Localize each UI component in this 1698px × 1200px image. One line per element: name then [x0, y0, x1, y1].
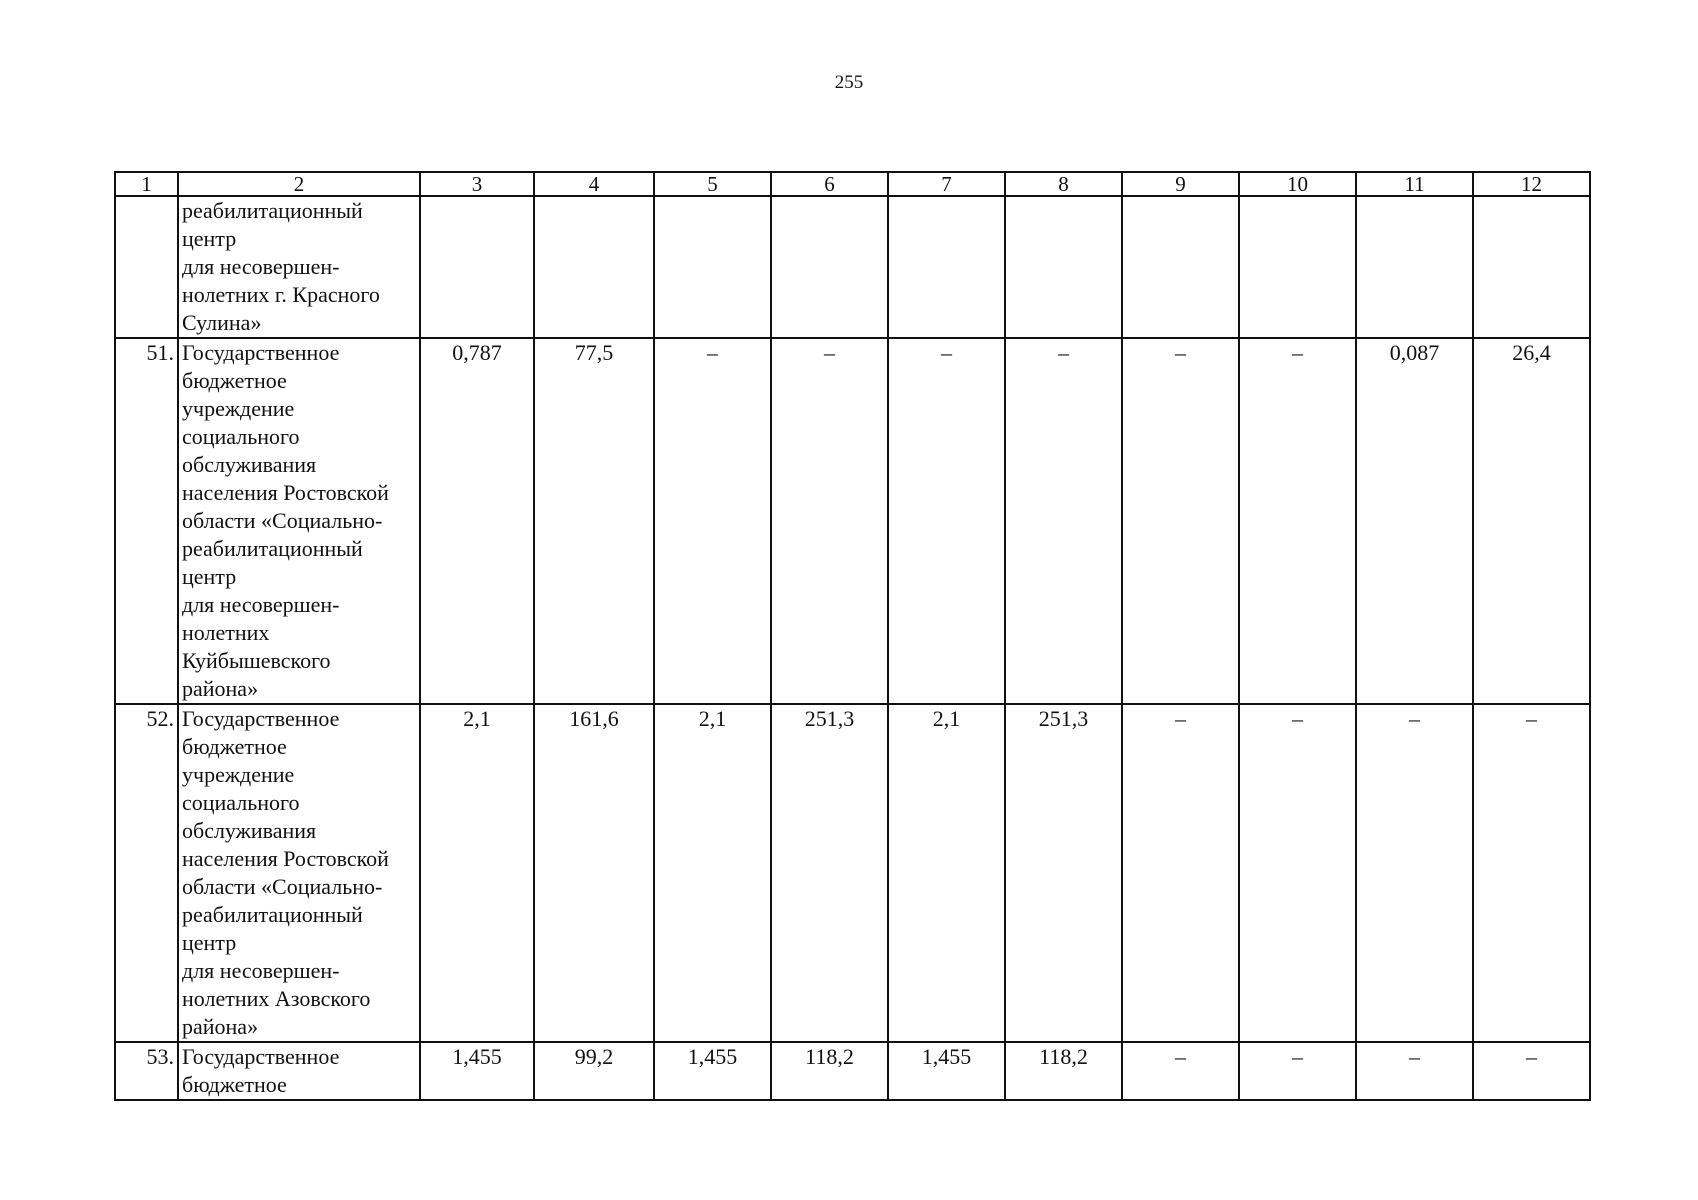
table-cell: 118,2	[1005, 1042, 1122, 1100]
column-header: 8	[1005, 172, 1122, 196]
table-cell: –	[1473, 704, 1590, 1042]
table-cell: –	[1239, 338, 1356, 704]
column-header: 9	[1122, 172, 1239, 196]
table-cell	[1473, 196, 1590, 338]
table-cell	[771, 196, 888, 338]
page-number: 255	[834, 72, 864, 93]
table-cell	[654, 196, 771, 338]
table-cell: –	[1122, 338, 1239, 704]
table-cell: 2,1	[888, 704, 1005, 1042]
row-number: 52.	[115, 704, 178, 1042]
table-cell: 251,3	[771, 704, 888, 1042]
table-cell: 26,4	[1473, 338, 1590, 704]
column-header: 1	[115, 172, 178, 196]
column-header: 12	[1473, 172, 1590, 196]
table-cell: 0,087	[1356, 338, 1473, 704]
table-cell: 1,455	[420, 1042, 534, 1100]
table-cell: –	[1356, 704, 1473, 1042]
table-cell	[1239, 196, 1356, 338]
table-cell: 99,2	[534, 1042, 654, 1100]
column-header: 6	[771, 172, 888, 196]
table-cell	[1122, 196, 1239, 338]
table-cell: 251,3	[1005, 704, 1122, 1042]
table-cell: –	[888, 338, 1005, 704]
table-cell: –	[654, 338, 771, 704]
column-header: 5	[654, 172, 771, 196]
table-cell: 1,455	[888, 1042, 1005, 1100]
row-number: 51.	[115, 338, 178, 704]
table-cell: 2,1	[420, 704, 534, 1042]
table-cell: 118,2	[771, 1042, 888, 1100]
institution-name: Государственное бюджетное учреждение социального обслуживания населения Ростовской области «Социально- реабилитационный центр для несовершен- нолетних Куйбышевского района»	[178, 338, 420, 704]
column-header: 10	[1239, 172, 1356, 196]
table-cell	[888, 196, 1005, 338]
table-cell: –	[1122, 1042, 1239, 1100]
table-row	[115, 1042, 1590, 1100]
table-cell: 1,455	[654, 1042, 771, 1100]
institution-name: Государственное бюджетное учреждение социального обслуживания населения Ростовской области «Социально- реабилитационный центр для несовершен- нолетних Азовского района»	[178, 704, 420, 1042]
table-cell: 0,787	[420, 338, 534, 704]
table-cell: 77,5	[534, 338, 654, 704]
column-header: 7	[888, 172, 1005, 196]
institution-name: реабилитационный центр для несовершен- нолетних г. Красного Сулина»	[178, 196, 420, 338]
institution-name: Государственное бюджетное	[178, 1042, 420, 1100]
table-row	[115, 196, 1590, 338]
table-cell	[420, 196, 534, 338]
table-row	[115, 704, 1590, 1042]
table-row	[115, 338, 1590, 704]
table-cell: –	[1473, 1042, 1590, 1100]
table-cell: 2,1	[654, 704, 771, 1042]
column-header: 2	[178, 172, 420, 196]
table-cell: 161,6	[534, 704, 654, 1042]
column-number-row	[115, 172, 1590, 196]
table-cell	[534, 196, 654, 338]
column-header: 4	[534, 172, 654, 196]
column-header: 11	[1356, 172, 1473, 196]
table-cell	[1005, 196, 1122, 338]
column-header: 3	[420, 172, 534, 196]
row-number	[115, 196, 178, 338]
table-cell: –	[1005, 338, 1122, 704]
table-cell: –	[1239, 1042, 1356, 1100]
table-cell: –	[1356, 1042, 1473, 1100]
table-cell	[1356, 196, 1473, 338]
table-cell: –	[1239, 704, 1356, 1042]
row-number: 53.	[115, 1042, 178, 1100]
table-cell: –	[771, 338, 888, 704]
table-cell: –	[1122, 704, 1239, 1042]
data-table	[114, 171, 1591, 1101]
